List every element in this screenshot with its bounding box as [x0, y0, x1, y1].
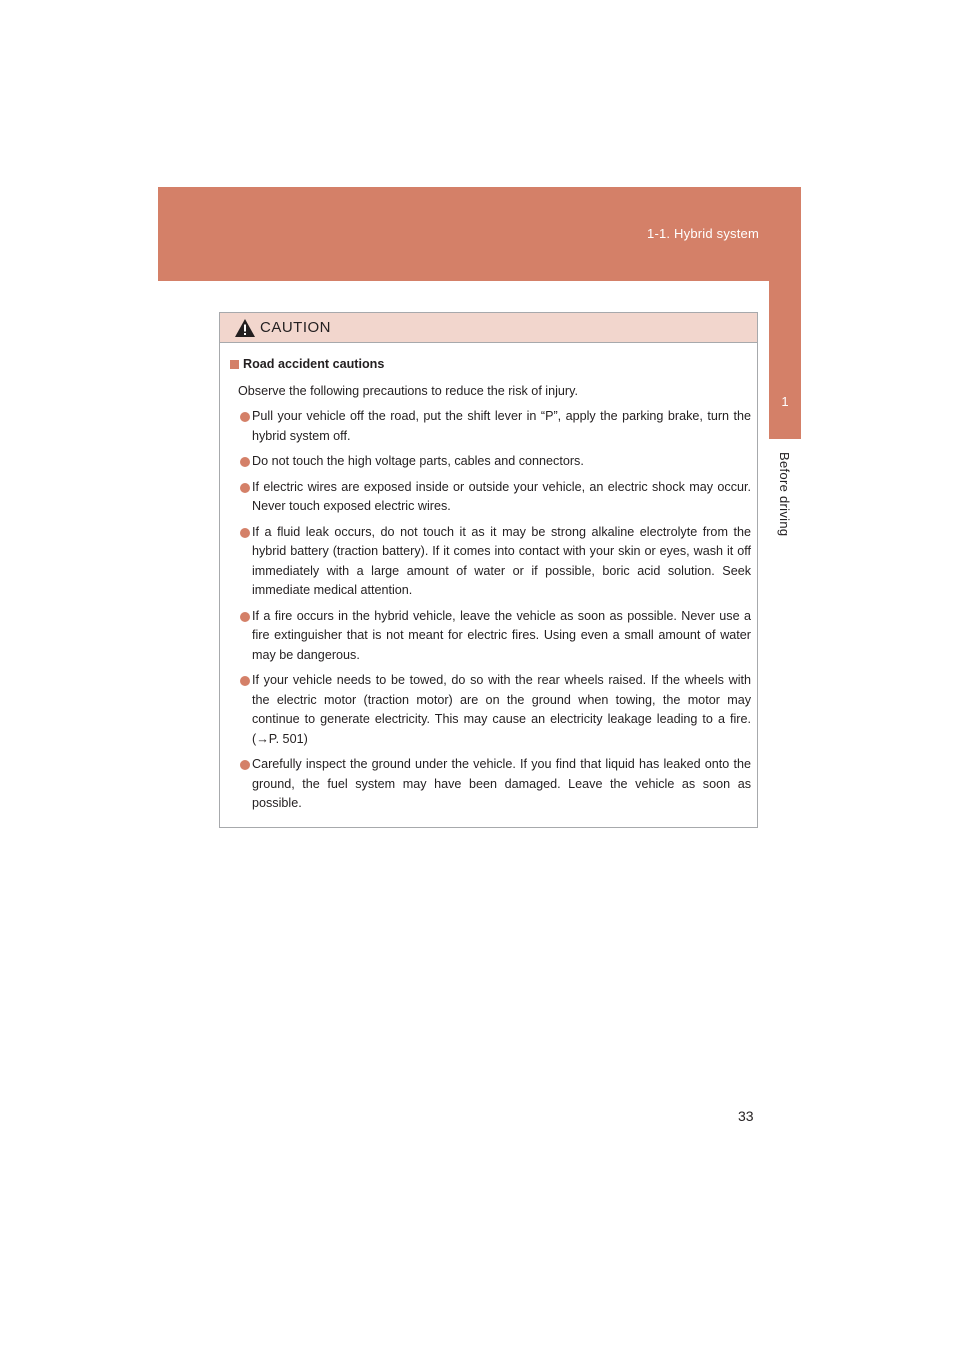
caution-label: CAUTION: [260, 319, 331, 336]
list-item: Do not touch the high voltage parts, cables and connectors.: [230, 452, 751, 472]
list-item: If your vehicle needs to be towed, do so with the rear wheels raised. If the wheels with the electric motor (traction motor) are on the ground when towing, the motor may continue to generate electricity. This may cause an electricity leakage leading to a fire. (→P. 501): [230, 671, 751, 749]
caution-box: [219, 312, 758, 828]
caution-intro: Observe the following precautions to reduce the risk of injury.: [238, 383, 578, 398]
bullet-dot-icon: [240, 676, 250, 686]
list-item: Pull your vehicle off the road, put the shift lever in “P”, apply the parking brake, turn the hybrid system off.: [230, 407, 751, 446]
subheading-text: Road accident cautions: [243, 357, 385, 371]
header-band: [158, 187, 801, 281]
chapter-title: Before driving: [777, 452, 792, 537]
list-item: Carefully inspect the ground under the vehicle. If you find that liquid has leaked onto the ground, the fuel system may have been damaged. Leave the vehicle as soon as possible.: [230, 755, 751, 814]
bullet-dot-icon: [240, 457, 250, 467]
caution-list: [230, 407, 751, 814]
caution-body: [220, 343, 757, 814]
section-label: 1-1. Hybrid system: [647, 226, 759, 241]
list-item: If a fluid leak occurs, do not touch it as it may be strong alkaline electrolyte from the hybrid battery (traction battery). If it comes into contact with your skin or eyes, wash it off immediately with a large amount of water or if possible, boric acid solution. Seek immediate medical attention.: [230, 523, 751, 601]
bullet-dot-icon: [240, 483, 250, 493]
chapter-tab: [769, 281, 801, 439]
bullet-dot-icon: [240, 412, 250, 422]
page-number: 33: [738, 1108, 754, 1124]
caution-subheading: [230, 355, 751, 375]
list-item: If electric wires are exposed inside or outside your vehicle, an electric shock may occur. Never touch exposed electric wires.: [230, 478, 751, 517]
bullet-dot-icon: [240, 528, 250, 538]
chapter-number: 1: [781, 394, 789, 409]
list-item: If a fire occurs in the hybrid vehicle, leave the vehicle as soon as possible. Never use a fire extinguisher that is not meant for electric fires. Using even a small amount of water may be dangerous.: [230, 607, 751, 666]
warning-triangle-icon: [234, 318, 256, 338]
bullet-dot-icon: [240, 760, 250, 770]
square-bullet-icon: [230, 360, 239, 369]
bullet-dot-icon: [240, 612, 250, 622]
caution-header: [220, 313, 757, 343]
